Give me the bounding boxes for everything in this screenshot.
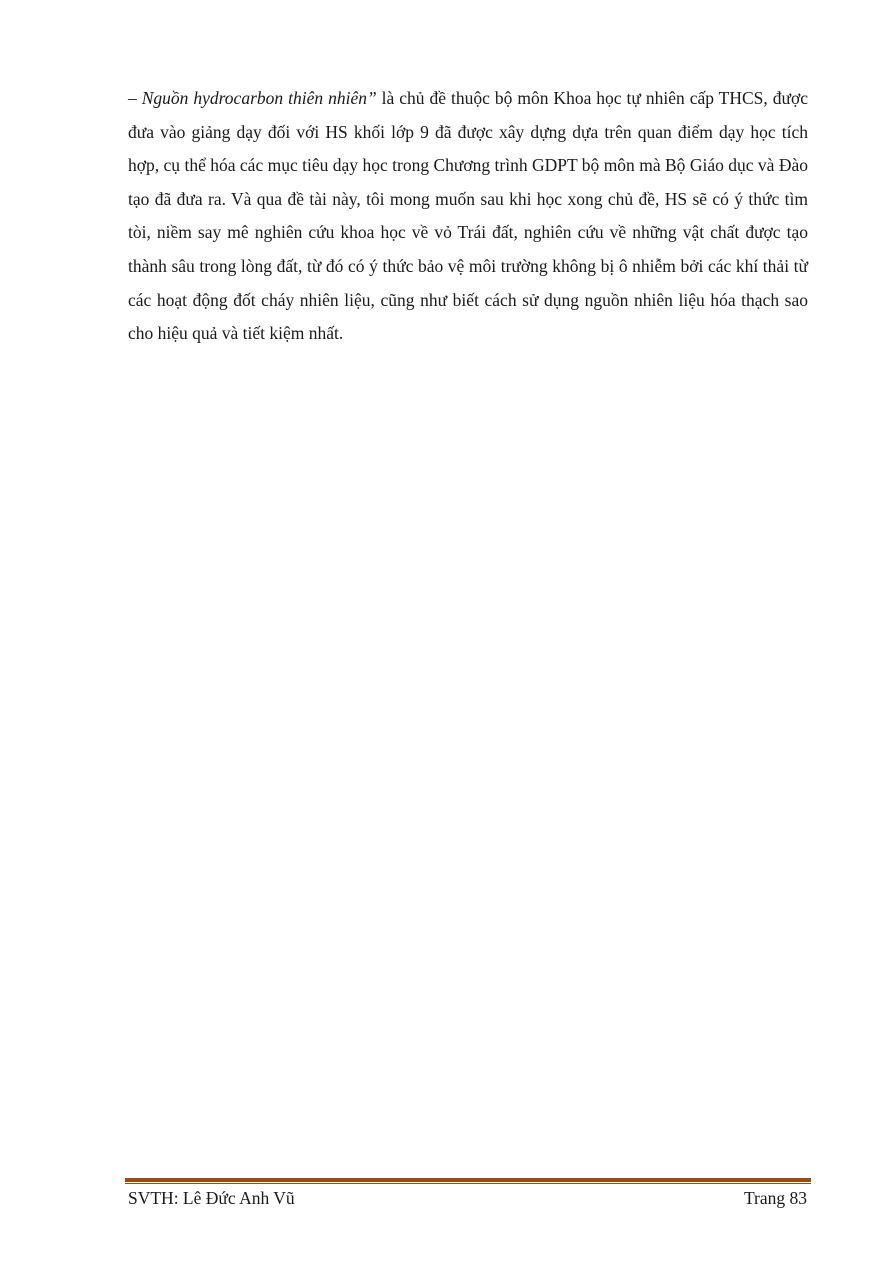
- body-paragraph: [128, 82, 808, 351]
- footer-divider-thick: [125, 1178, 811, 1182]
- footer-divider: [125, 1178, 811, 1184]
- footer-divider-thin: [125, 1183, 811, 1184]
- footer-author: SVTH: Lê Đức Anh Vũ: [128, 1188, 295, 1208]
- lead-dash: –: [128, 88, 142, 108]
- italic-topic-title: Nguồn hydrocarbon thiên nhiên”: [141, 88, 377, 108]
- footer-page-number: Trang 83: [743, 1188, 807, 1208]
- paragraph-text: là chủ đề thuộc bộ môn Khoa học tự nhiên cấp THCS, được đưa vào giảng dạy đối với HS khối lớp 9 đã được xây dựng dựa trên quan điểm dạy học tích hợp, cụ thể hóa các mục tiêu dạy học trong Chương trình GDPT bộ môn mà Bộ Giáo dục và Đào tạo đã đưa ra. Và qua đề tài này, tôi mong muốn sau khi học xong chủ đề, HS sẽ có ý thức tìm tòi, niềm say mê nghiên cứu khoa học về vỏ Trái đất, nghiên cứu về những vật chất được tạo thành sâu trong lòng đất, từ đó có ý thức bảo vệ môi trường không bị ô nhiễm bởi các khí thải từ các hoạt động đốt cháy nhiên liệu, cũng như biết cách sử dụng nguồn nhiên liệu hóa thạch sao cho hiệu quả và tiết kiệm nhất.: [128, 88, 809, 344]
